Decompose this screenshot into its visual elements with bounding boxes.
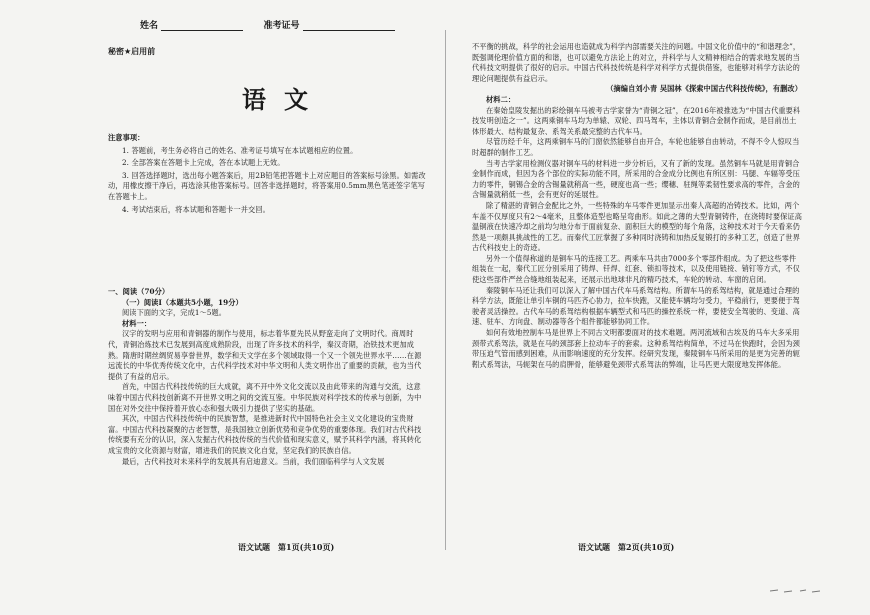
material-2-paragraph: 秦陵铜车马还让我们可以深入了解中国古代车马系驾结构。所谓车马的系驾结构，就是通过合理的科学方法，既能让单引车铜的马匹齐心协力，拉车快跑，又能使车辆均匀受力，平稳前行，更要便于驾驶者灵活操控。古代车马的系驾结构根据车辆型式和马匹的操控系统一样，要使安全驾驶的、变道、高速、驻车、方向盘、制动器等各个组件都能够协同工作。 — [472, 285, 800, 327]
material-2-paragraph: 除了精湛的青铜合金配比之外，一些特殊的车马零件更加显示出秦人高超的冶铸技术。比如，两个车盖不仅厚度只有2～4毫米，且整体造型也略呈弯曲形。如此之薄的大型青铜铸件，在浇铸时要保证高温铜液在快速冷却之前均匀地分布于面前复杂、面积巨大的模型的每个角落，这种技术对于今天看来仍然是一项颇具挑战性的工艺。而秦代工匠掌握了多种同时浇铸和加热反复锻打的多种工艺，创造了世界古代科技史上的奇迹。 — [472, 200, 803, 253]
subsection-heading: （一）阅读Ⅰ（本题共5小题，19分） — [122, 297, 243, 307]
material-2-paragraph: 另外一个值得称道的是铜车马的连接工艺。两乘车马共由7000多个零部件组成。为了把这些零件组装在一起，秦代工匠分别采用了铸焊、钎焊、红套、锁扣等技术，以及使用链接、销钉等方式，不仅使这些部件严丝合缝地组装起来，还展示出地球非凡的精巧技术，车轮的转动、车窗的启闭。 — [472, 253, 800, 285]
page-2-footer: 语文试题 第2页(共10页) — [578, 542, 675, 552]
material-2-paragraph: 如何有效地控制车马是世界上不同古文明都要面对的技术难题。两河流域和古埃及的马车大多采用颈带式系驾法，就是在马的颈部套上拉动车子的套索。这种系驾结构简单，不过马在快跑时，会因为颈带压迫气管而感到困难，从而影响速度的充分发挥。经研究发现，秦陵铜车马所采用的是更为完善的轭靷式系驾法，马轭架在马的肩胛骨，能够避免颈带式系驾法的弊端，让马匹更大限度地发挥体能。 — [472, 328, 800, 369]
material-1-paragraph: 汉字的发明与应用和青铜器的制作与使用，标志着华夏先民从野蛮走向了文明时代。商周时代，青铜冶炼技术已发展到高度成熟阶段，出现了许多技术的科学，秦汉奇期，冶铁技术更加成熟。隋唐时期丝绸贸易享誉世界，数学和天文学在多个领域取得一个又一个领先世界水平……在源远流长的中华优秀传统文化中，古代科学技术对中华文明和人类文明作出了重要的贡献，也为当代提供了有益的启示。 — [108, 329, 422, 381]
name-label: 姓名 — [140, 21, 159, 31]
reading-instruction: 阅读下面的文字，完成1～5题。 — [122, 308, 227, 318]
secret-mark: 秘密★启用前 — [108, 47, 156, 56]
material-1-paragraph: 首先，中国古代科技传统的巨大成就，离不开中外文化交流以及由此带来的沟通与交流，这意味着中国古代科技创新离不开世界文明之间的交流互鉴。中华民族对科学技术的传承与创新，为中国在对外交往中保持着开放心态和强大吸引力提供了坚实的基础。 — [108, 382, 422, 413]
material-1-paragraph: 其次，中国古代科技传统中的民族智慧，是推进新时代中国特色社会主义文化建设的宝贵财富。中国古代科技凝聚的古老智慧，是我国独立创新优势和竞争优势的重要体现。我们对古代科技传统要有充分的认识，深入发掘古代科技传统的当代价值和现实意义，赋予其科学内涵，将其转化成宝贵的文化资源与财富，增进我们的民族文化自觉，坚定我们的民族自信。 — [108, 414, 422, 455]
right-page-content — [472, 42, 802, 370]
notice-item-2: 2. 全部答案在答题卡上完成，答在本试题上无效。 — [122, 158, 285, 168]
material-2-paragraph: 当考古学家用检测仪器对铜车马的材料进一步分析后，又有了新的发现。虽然铜车马就是用青铜合金制作而成，但因为各个部位的实际功能不同，所采用的合金成分比例也有所区别：马腿、车辐等受压力的零件，铜锡合金的含锡量就稍高一些，硬度也高一些；缨穗、驻绳等柔韧性要求高的零件，含金的含锡量就稍低一些，会有更好的延展性。 — [472, 158, 800, 200]
page-1-footer: 语文试题 第1页(共10页) — [238, 542, 335, 552]
notice-item-4: 4. 考试结束后，将本试题和答题卡一并交回。 — [122, 204, 270, 214]
id-blank[interactable] — [303, 20, 395, 31]
notice-item-3: 3. 回答选择题时，选出每小题答案后，用2B铅笔把答题卡上对应题目的答案标号涂黑。如需改动，用橡皮擦干净后，再选涂其他答案标号。回答非选择题时，将答案用0.5mm黑色笔迹签字笔写在答题卡上。 — [108, 170, 426, 201]
candidate-info-row — [140, 18, 395, 31]
citation: （摘编自刘小青 吴国林《探索中国古代科技传统》，有删改） — [606, 84, 802, 94]
continued-paragraph: 不平衡的挑战，科学的社会运用也造就成为科学内部需要关注的问题。中国文化价值中的“和谐理念”，既强调伦理价值方面的和谐，也可以避免方法论上的对立，并科学与人文精神相结合的需求地发展的当代科技文明提供了很好的启示。中国古代科技传统是科学对科学方式提供借鉴，也能够对科学方法论的理论问题提供有益启示。 — [472, 42, 801, 83]
scan-mark-icon — [770, 588, 820, 594]
section-heading: 一、阅读（70分） — [108, 287, 170, 296]
notice-heading: 注意事项： — [108, 133, 145, 142]
material-2-paragraph: 尽管历经千年，这两乘铜车马的门窗依然能够自由开合，车轮也能够自由转动，不得不令人惊叹当时超群的制作工艺。 — [472, 137, 800, 157]
notice-section — [108, 133, 428, 215]
material-1-paragraph: 最后，古代科技对未来科学的发展具有启迪意义。当前，我们面临科学与人文发展 — [122, 456, 385, 466]
subject-title: 语文 — [242, 86, 326, 114]
id-label: 准考证号 — [263, 21, 300, 31]
material-2-paragraph: 在秦始皇陵发掘出的彩绘铜车马被考古学家誉为“青铜之冠”，在2016年被推选为“中国古代重要科技发明创造之一”。这两乘铜车马均为单辕、双轮、四马驾车，主体以青铜合金制作而成，是目前出土体形最大、结构最复杂、系驾关系最完整的古代车马。 — [472, 105, 801, 136]
notice-item-1: 1. 答题前，考生务必将自己的姓名、准考证号填写在本试题相应的位置。 — [122, 145, 358, 155]
material-2-label: 材料二： — [486, 94, 516, 104]
reading-section — [108, 287, 428, 467]
name-blank[interactable] — [161, 20, 243, 31]
page-divider — [445, 30, 446, 550]
material-1-label: 材料一： — [122, 318, 152, 328]
